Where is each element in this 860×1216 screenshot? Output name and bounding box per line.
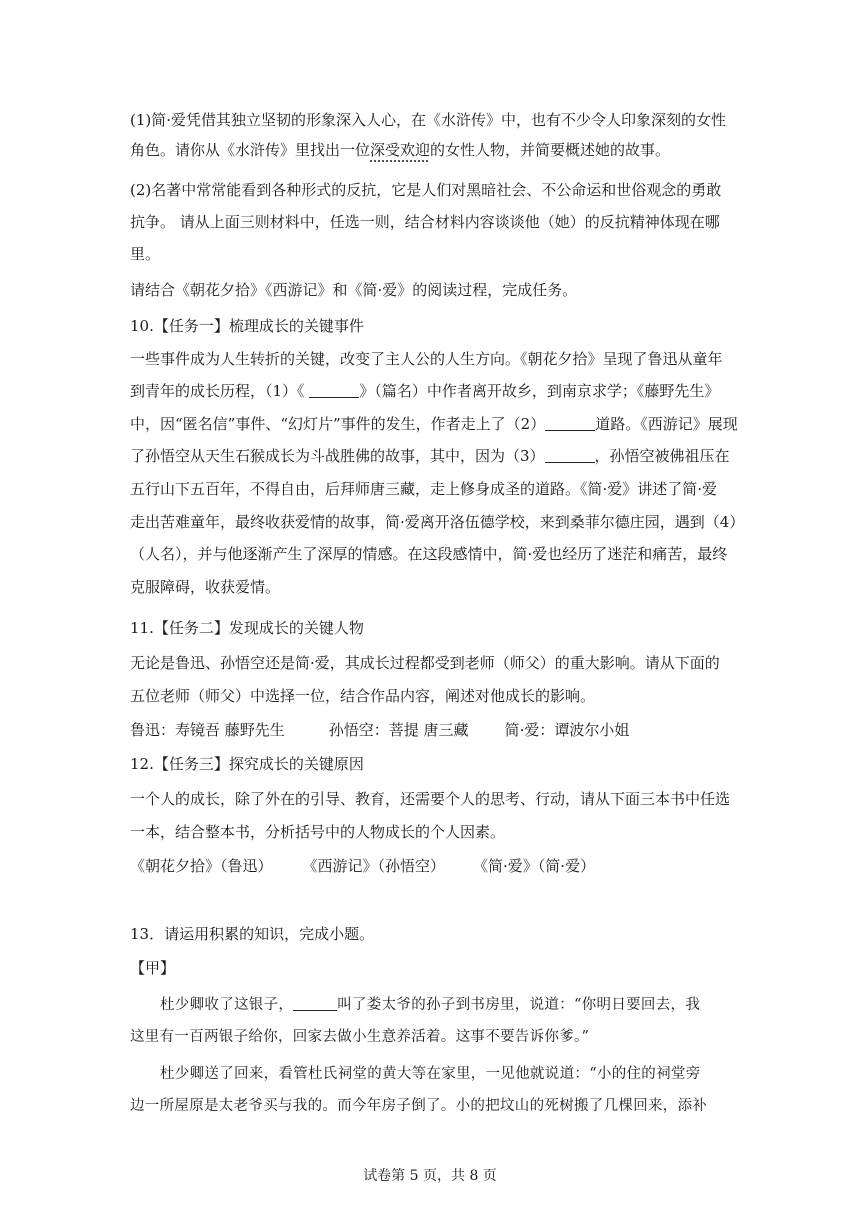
q10-line7: （人名），并与他逐渐产生了深厚的情感。在这段感情中，简·爱也经历了迷茫和痛苦，最终 [130, 545, 728, 563]
q9-part2-line1: (2)名著中常常能看到各种形式的反抗，它是人们对黑暗社会、不公命运和世俗观念的勇敢 [130, 181, 722, 199]
page-footer: 试卷第 5 页，共 8 页 [363, 1168, 497, 1184]
q12-line1: 一个人的成长，除了外在的引导、教育，还需要个人的思考、行动，请从下面三本书中任选 [130, 790, 731, 808]
q13-passage-line3: 杜少卿送了回来，看管杜氏祠堂的黄大等在家里，一见他就说道：“小的住的祠堂旁 [160, 1066, 701, 1082]
book-option-1: 《朝花夕拾》（鲁迅） [130, 857, 273, 875]
q9-part2-line2: 抗争。 请从上面三则材料中，任选一则，结合材料内容谈谈他（她）的反抗精神体现在哪 [130, 213, 720, 231]
answer-blank-4[interactable] [293, 996, 337, 1011]
teacher-option-sunwukong: 孙悟空：菩提 唐三藏 [328, 721, 469, 739]
answer-blank-2[interactable] [545, 416, 595, 431]
q11-title: 11.【任务二】发现成长的关键人物 [130, 619, 364, 637]
q10-line8: 克服障碍，收获爱情。 [130, 578, 281, 596]
q10-title: 10.【任务一】梳理成长的关键事件 [130, 317, 364, 335]
answer-blank-3[interactable] [545, 448, 595, 463]
q10-line2: 到青年的成长历程，（1）《 》（篇名）中作者离开故乡，到南京求学；《藤野先生》 [130, 382, 720, 400]
task-intro: 请结合《朝花夕拾》《西游记》和《简·爱》的阅读过程，完成任务。 [130, 281, 578, 299]
q11-line2: 五位老师（师父）中选择一位，结合作品内容，阐述对他成长的影响。 [130, 687, 596, 705]
q10-line3: 中，因“匿名信”事件、“幻灯片”事件的发生，作者走上了（2） 道路。《西游记》展现 [130, 415, 738, 433]
q9-part1-line2: 角色。请你从《水浒传》里找出一位深受欢迎的女性人物，并简要概述她的故事。 [130, 141, 671, 159]
q11-options [130, 720, 730, 740]
q13-passage-line2: 这里有一百两银子给你，回家去做小生意养活着。这事不要告诉你爹。” [130, 1029, 590, 1045]
q10-line6: 走出苦难童年，最终收获爱情的故事，简·爱离开洛伍德学校，来到桑菲尔德庄园，遇到（4） [130, 513, 745, 531]
q12-books [130, 856, 730, 876]
q12-line2: 一本，结合整本书，分析括号中的人物成长的个人因素。 [130, 823, 506, 841]
book-option-3: 《简·爱》（简·爱） [473, 857, 596, 875]
q10-line4: 了孙悟空从天生石猴成长为斗战胜佛的故事，其中，因为（3） ，孙悟空被佛祖压在 [130, 447, 730, 465]
teacher-option-jianeyre: 简·爱：谭波尔小姐 [504, 721, 630, 739]
q9-part1-line1: (1)简·爱凭借其独立坚韧的形象深入人心，在《水浒传》中，也有不少令人印象深刻的女性 [130, 111, 727, 129]
q11-line1: 无论是鲁迅、孙悟空还是简·爱，其成长过程都受到老师（师父）的重大影响。请从下面的 [130, 654, 720, 672]
teacher-option-luxun: 鲁迅：寿镜吾 藤野先生 [130, 721, 285, 739]
q9-part2-line3: 里。 [130, 245, 161, 263]
q10-line1: 一些事件成为人生转折的关键，改变了主人公的人生方向。《朝花夕拾》呈现了鲁迅从童年 [130, 350, 723, 368]
book-option-2: 《西游记》（孙悟空） [302, 857, 446, 875]
q13-title: 13．请运用积累的知识，完成小题。 [130, 925, 375, 943]
emphasized-phrase: 深受欢迎 [370, 141, 431, 159]
q13-passage-line4: 边一所屋原是太老爷买与我的。而今年房子倒了。小的把坟山的死树搬了几棵回来，添补 [130, 1098, 708, 1114]
q13-section-label: 【甲】 [130, 959, 176, 977]
q13-passage-line1: 杜少卿收了这银子， 叫了娄太爷的孙子到书房里，说道：“你明日要回去，我 [160, 997, 701, 1013]
q10-line5: 五行山下五百年，不得自由，后拜师唐三藏，走上修身成圣的道路。《简·爱》讲述了简·爱 [130, 480, 718, 498]
q12-title: 12.【任务三】探究成长的关键原因 [130, 755, 364, 773]
answer-blank-1[interactable] [309, 383, 359, 398]
